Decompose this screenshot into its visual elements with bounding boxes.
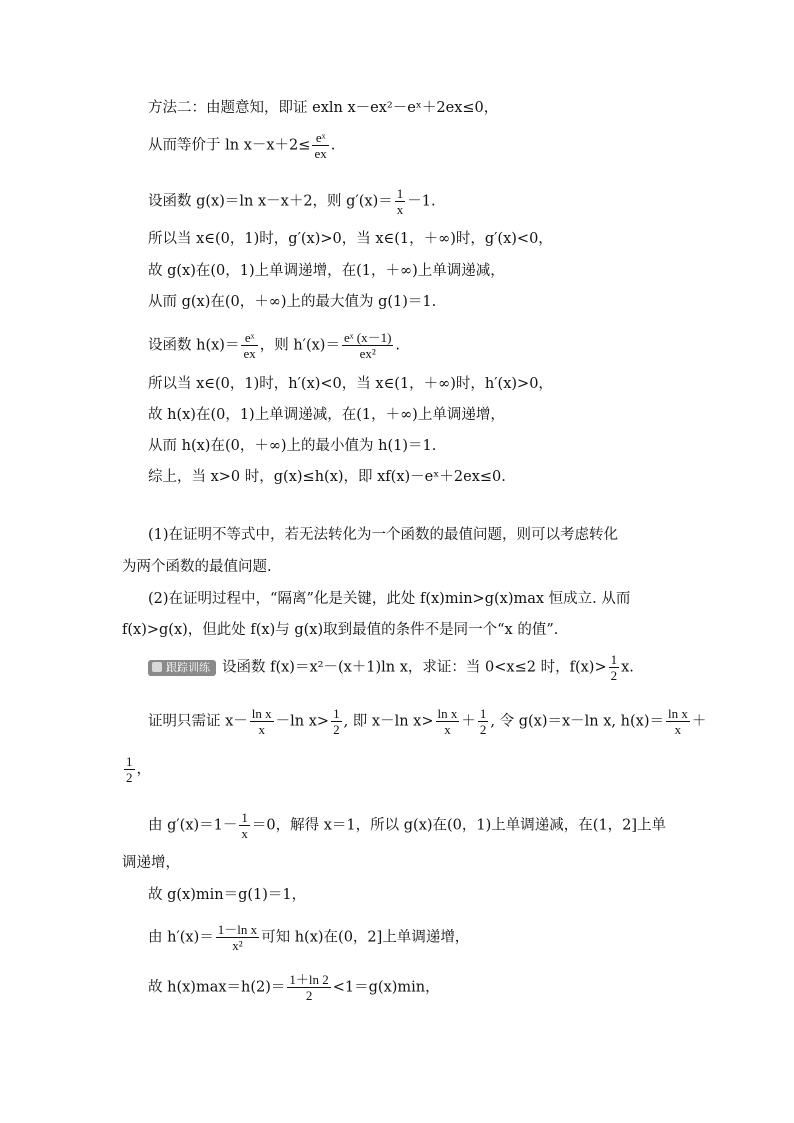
fraction (287, 972, 330, 1003)
text: 故 g(x)在(0，1)上单调递增，在(1，＋∞)上单调递减， (148, 263, 505, 279)
define-g-line (148, 186, 436, 217)
equivalence-line (148, 130, 335, 161)
text: 从而 h(x)在(0，＋∞)上的最小值为 h(1)＝1. (148, 438, 437, 454)
define-h-line (148, 330, 400, 361)
proof-line-1-cont (122, 754, 151, 785)
note-1-line-b (122, 557, 272, 577)
text: . (395, 337, 401, 354)
denominator: x (250, 721, 274, 737)
fraction (436, 706, 460, 737)
numerator: 1＋ln 2 (289, 972, 329, 987)
numerator: 1－ln x (217, 922, 258, 937)
text: (1)在证明不等式中，若无法转化为一个函数的最值问题，则可以考虑转化 (148, 527, 619, 543)
note-1-line-a (148, 525, 618, 545)
text: f(x)>g(x)，但此处 f(x)与 g(x)取到最值的条件不是同一个“x 的值”. (122, 622, 559, 638)
text: 故 h(x)在(0，1)上单调递减，在(1，＋∞)上单调递增， (148, 407, 505, 423)
h-min-line (148, 436, 436, 456)
h-monotonic-line (148, 405, 505, 425)
method-two-line (148, 98, 498, 118)
practice-line (148, 652, 634, 683)
text: 由 h′(x)＝ (148, 929, 214, 946)
fraction (666, 706, 690, 737)
numerator: eˣ (x－1) (343, 330, 392, 345)
fraction (342, 330, 393, 361)
text: －ln x> (275, 713, 330, 730)
denominator: x (241, 826, 248, 841)
note-2-line-a (148, 589, 630, 609)
fraction (609, 652, 620, 683)
numerator: 1 (126, 754, 133, 769)
denominator: x (436, 721, 460, 737)
denominator: x² (216, 937, 259, 953)
numerator: eˣ (244, 330, 255, 345)
text: <1＝g(x)min， (332, 979, 440, 996)
proof-line-2-cont (122, 853, 180, 873)
text: ，则 h′(x)＝ (259, 337, 340, 354)
proof-line-2 (148, 810, 666, 841)
text: x. (621, 659, 634, 676)
denominator: 2 (610, 668, 618, 683)
numerator: 1 (479, 706, 487, 721)
fraction (124, 754, 135, 785)
denominator: ex² (342, 345, 393, 361)
denominator: x (396, 202, 404, 217)
fraction (312, 130, 328, 161)
proof-line-4 (148, 922, 469, 953)
numerator: 1 (396, 186, 404, 201)
numerator: eˣ (315, 130, 326, 145)
conclusion-line (148, 467, 506, 487)
text: 设函数 g(x)＝ln x－x＋2，则 g′(x)＝ (148, 193, 393, 210)
denominator: 2 (287, 987, 330, 1003)
text: 证明只需证 x－ (148, 713, 248, 730)
text: ， (136, 761, 151, 778)
text: 为两个函数的最值问题. (122, 559, 272, 575)
fraction (478, 706, 489, 737)
text: 可知 h(x)在(0，2]上单调递增， (261, 929, 470, 946)
numerator: 1 (241, 810, 248, 825)
text: 调递增， (122, 855, 180, 871)
fraction (216, 922, 259, 953)
fraction (331, 706, 342, 737)
text: (2)在证明过程中，“隔离”化是关键，此处 f(x)min>g(x)max 恒成立. 从而 (148, 591, 631, 607)
denominator: x (666, 721, 690, 737)
numerator: 1 (333, 706, 340, 721)
proof-line-3 (148, 885, 306, 905)
text: 从而 g(x)在(0，＋∞)上的最大值为 g(1)＝1. (148, 294, 437, 310)
note-2-line-b (122, 620, 558, 640)
text: , 令 g(x)＝x－ln x, h(x)＝ (490, 713, 664, 730)
g-monotonic-line (148, 261, 505, 281)
text: 所以当 x∈(0，1)时，g′(x)>0，当 x∈(1，＋∞)时，g′(x)<0， (148, 231, 553, 247)
badge-icon (152, 662, 162, 672)
denominator: 2 (479, 722, 487, 737)
g-sign-line (148, 229, 553, 249)
text: . (330, 137, 336, 154)
fraction (250, 706, 274, 737)
text: 设函数 h(x)＝ (148, 337, 240, 354)
proof-line-5 (148, 972, 440, 1003)
text: ＋ (461, 713, 476, 730)
denominator: 2 (333, 722, 340, 737)
fraction (241, 330, 257, 361)
text: 故 h(x)max＝h(2)＝ (148, 979, 286, 996)
text: 设函数 f(x)＝x²－(x＋1)ln x，求证：当 0<x≤2 时，f(x)> (222, 659, 607, 676)
text: 故 g(x)min＝g(1)＝1， (148, 887, 307, 903)
text: ＝0，解得 x＝1，所以 g(x)在(0，1)上单调递减，在(1，2]上单 (251, 817, 667, 834)
text: 综上，当 x>0 时，g(x)≤h(x)，即 xf(x)－eˣ＋2ex≤0. (148, 469, 506, 485)
denominator: ex (314, 146, 327, 161)
text: －1. (407, 193, 436, 210)
practice-badge (148, 660, 216, 676)
numerator: ln x (251, 706, 272, 721)
text: 所以当 x∈(0，1)时，h′(x)<0，当 x∈(1，＋∞)时，h′(x)>0， (148, 376, 553, 392)
text: ＋ (691, 713, 707, 730)
badge-label: 跟踪训练 (166, 660, 210, 674)
h-sign-line (148, 374, 553, 394)
fraction (239, 810, 250, 841)
numerator: 1 (610, 652, 618, 667)
fraction (395, 186, 406, 217)
text: , 即 x－ln x> (343, 713, 434, 730)
g-max-line (148, 292, 436, 312)
denominator: 2 (126, 770, 133, 785)
text: 方法二：由题意知，即证 exln x－ex²－eˣ＋2ex≤0， (148, 100, 499, 116)
numerator: ln x (667, 706, 688, 721)
proof-line-1 (148, 706, 706, 737)
numerator: ln x (437, 706, 458, 721)
text: 由 g′(x)＝1－ (148, 817, 238, 834)
text: 从而等价于 ln x－x＋2≤ (148, 137, 311, 154)
denominator: ex (243, 346, 256, 361)
